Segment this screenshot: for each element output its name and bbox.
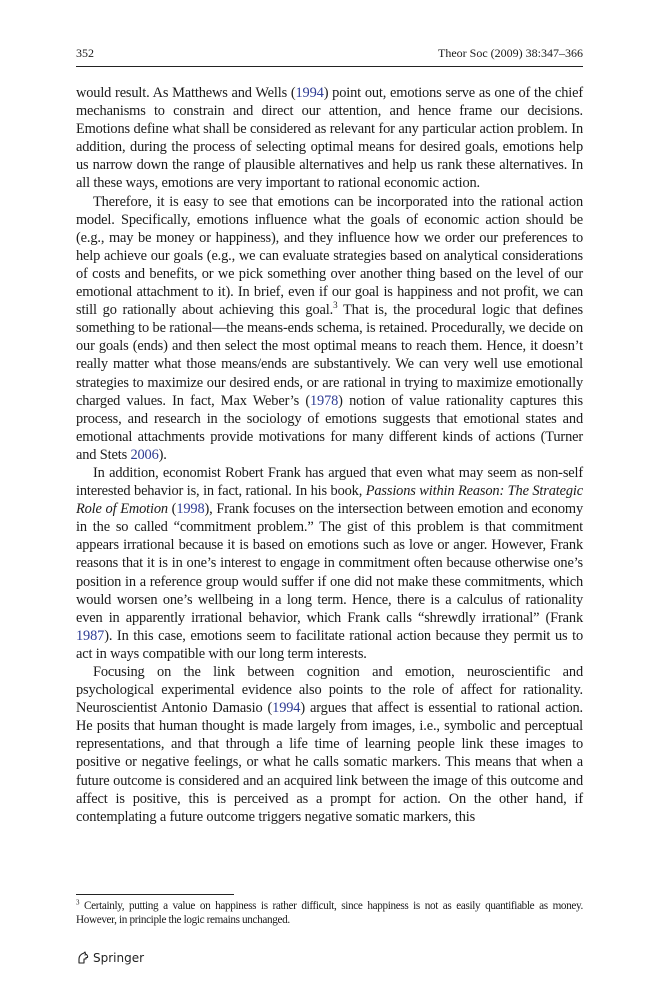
page-number: 352 — [76, 46, 94, 60]
citation-year-link[interactable]: 2006 — [130, 446, 159, 463]
footnote-divider — [76, 894, 234, 895]
body-text — [76, 84, 583, 826]
text-run: In addition, economist Robert Frank has argued that even what may seem as non-self interested behavior is, in fact, rational. In his book, — [76, 464, 583, 500]
footnote — [76, 899, 583, 927]
citation-year-link[interactable]: 1978 — [309, 392, 339, 409]
text-run: would result. As Matthews and Wells ( — [76, 85, 296, 101]
text-run: That is, the procedural logic that defines something to be rational—the means-ends schema, is retained. Procedurally, we decide on our goals (ends) and then select the most optimal means to reach them. Hence, it doesn’t really matter what those means/ends are substantively. We can very well use emotional strategies to maximize our desired ends, or are rational in trying to maximize emotionally charged values. In fact, Max Weber’s ( — [76, 302, 583, 409]
text-run: Focusing on the link between cognition and emotion, neuroscientific and psychological experimental evidence also points to the role of affect for rationality. Neuroscientist Antonio Damasio ( — [76, 664, 583, 717]
springer-horse-icon — [76, 951, 90, 965]
citation-year-link[interactable]: 1994 — [272, 700, 301, 717]
text-run: ). — [158, 446, 167, 463]
publisher-name: Springer — [93, 951, 145, 965]
running-header — [76, 44, 583, 67]
text-run: ), Frank focuses on the intersection between emotion and economy in the so called “commitment problem.” The gist of this problem is that commitment appears irrational because it is based on emotions such as love or anger. However, Frank reasons that it is in one’s interest to engage in commitment often because otherwise one’s position in a reference group would suffer if one did not make these commitments, which would worsen one’s wellbeing in a long term. Hence, there is a calculus of rationality even in apparently irrational behavior, which Frank calls “shrewdly irrational” (Frank — [76, 501, 584, 626]
journal-reference: Theor Soc (2009) 38:347–366 — [438, 46, 583, 60]
text-run: ) argues that affect is essential to rational action. He posits that human thought is made largely from images, i.e., symbolic and perceptual representations, and that through a life time of learning people link these images to positive or negative feelings, or what he calls somatic markers. This means that when a future outcome is considered and an acquired link between the image of this outcome and affect is positive, this is perceived as a prompt for action. On the other hand, if contemplating a future outcome triggers negative somatic markers, this — [76, 700, 583, 825]
citation-year-link[interactable]: 1987 — [76, 627, 105, 644]
text-run: ) notion of value rationality captures this process, and research in the sociology of emotions suggests that emotional states and emotional attachments provide motivations for many different kinds of actions (Turner and Stets — [76, 392, 583, 463]
footnote-text: Certainly, putting a value on happiness is rather difficult, since happiness is not as easily quantifiable as money. However, in principle the logic remains unchanged. — [76, 900, 583, 926]
paragraph — [76, 193, 583, 464]
book-title: Passions within Reason: The Strategic Role of Emotion — [76, 483, 583, 518]
citation-year-link[interactable]: 1998 — [176, 501, 205, 518]
citation-year-link[interactable]: 1994 — [295, 85, 324, 101]
text-run: ) point out, emotions serve as one of the chief mechanisms to constrain and direct our attention, and hence frame our decisions. Emotions define what shall be considered as relevant for any particular action problem. In addition, during the process of selecting optimal means for desired goals, emotions help us narrow down the range of plausible alternatives and help us rank these alternatives. In all these ways, emotions are very important to rational economic action. — [76, 85, 583, 192]
text-run: Therefore, it is easy to see that emotions can be incorporated into the rational action model. Specifically, emotions influence what the goals of economic action should be (e.g., may be money or happiness), and they influence how we order our preferences to help achieve our goals (e.g., we can evaluate strategies based on analytical considerations of costs and benefits, or we pick something over another thing based on the level of our emotional attachment to it). In brief, even if our goal is happiness and not profit, we can still go rationally about achieving this goal. — [76, 193, 583, 319]
paragraph — [76, 663, 583, 826]
text-run: ( — [167, 501, 177, 518]
paragraph — [76, 84, 583, 193]
footnote-number: 3 — [76, 898, 80, 907]
footnote-reference[interactable]: 3 — [333, 300, 338, 311]
paragraph — [76, 464, 583, 663]
text-run: ). In this case, emotions seem to facilitate rational action because they permit us to act in ways compatible with our long term interests. — [76, 627, 583, 662]
publisher-footer — [76, 949, 144, 967]
